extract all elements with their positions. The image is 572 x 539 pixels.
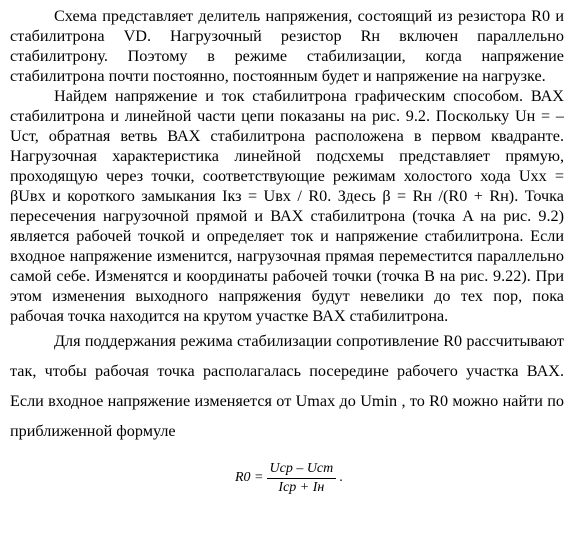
formula-r0 bbox=[235, 456, 564, 500]
formula-fraction bbox=[267, 461, 337, 496]
formula-trail: . bbox=[339, 470, 343, 485]
formula-lhs: R0 = bbox=[235, 470, 264, 485]
formula-denominator: Iср + Iн bbox=[278, 479, 325, 495]
paragraph-3: Для поддержания режима стабилизации сопротивление R0 рассчитывают так, чтобы рабочая точка располагалась посередине рабочего участка ВАХ. Если входное напряжение изменяется от Umax до Umin , то R0 можно найти по приближенной формуле bbox=[10, 332, 564, 440]
formula-numerator: Uср – Uст bbox=[267, 461, 337, 479]
paragraph-2: Найдем напряжение и ток стабилитрона графическим способом. ВАХ стабилитрона и линейной части цепи показаны на рис. 9.2. Поскольку Uн = –Uст, обратная ветвь ВАХ стабилитрона расположена в первом квадранте. Нагрузочная характеристика линейной подсхемы представляет прямую, проходящую через точки, соответствующие режимам холостого хода Uхх = βUвх и короткого замыкания Iкз = Uвх / R0. Здесь β = Rн /(R0 + Rн). Точка пересечения нагрузочной прямой и ВАХ стабилитрона (точка A на рис. 9.2) является рабочей точкой и определяет ток и напряжение стабилитрона. Если входное напряжение изменится, нагрузочная прямая переместится параллельно самой себе. Изменятся и координаты рабочей точки (точка B на рис. 9.22). При этом изменения выходного напряжения будут невелики до тех пор, пока рабочая точка находится на крутом участке ВАХ стабилитрона. bbox=[10, 87, 564, 325]
paragraph-1: Схема представляет делитель напряжения, состоящий из резистора R0 и стабилитрона VD. Нагрузочный резистор Rн включен параллельно стабилитрону. Поэтому в режиме стабилизации, когда напряжение стабилитрона почти постоянно, постоянным будет и напряжение на нагрузке. bbox=[10, 7, 564, 85]
